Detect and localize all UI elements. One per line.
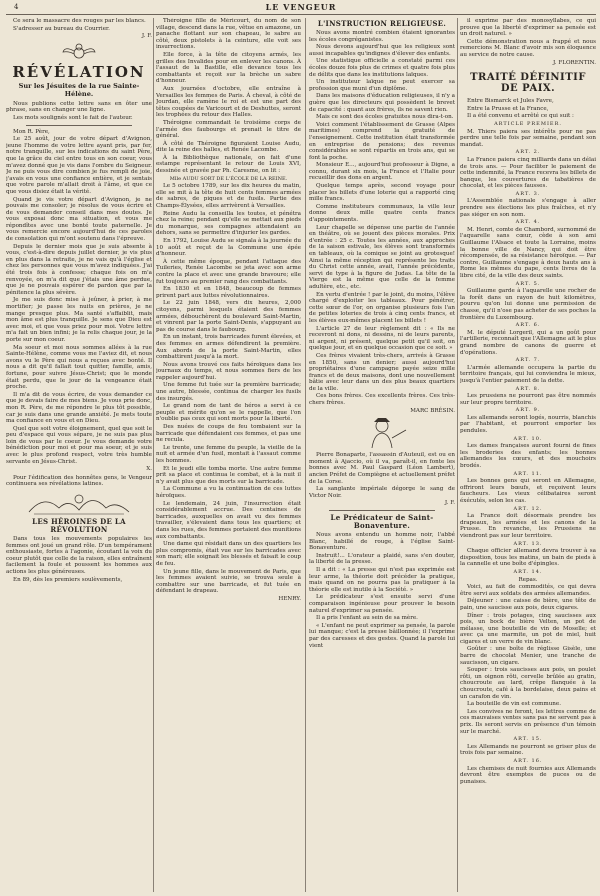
article-text: M. le député Lorgeril, qui a un goût pour l'artillerie, reconnaît que l'Allemagne ait le plus grand nombre de canons de guerre et d'opérations. xyxy=(460,329,596,356)
divider xyxy=(329,510,435,511)
article-label: ART. 7. xyxy=(515,357,541,364)
signature: J. F. xyxy=(141,33,152,40)
letter-paragraph: Le 25 août, jour de votre départ d'Avignon, jeune l'homme de votre lettre ayant pris, par fer, notre tranquille, sur les indications du saint Père, que la grâce du ciel entre tous en son coeur, vous m'avez donné que je vis dans l'ombre du Seigneur. Je ne puis vous dire combien je fus rempli de joie, j'avais en vous une confiance entière, et je sentais que votre parole m'allait droit à l'âme, et que ce que vous disiez était la vérité. xyxy=(6,136,152,195)
signature: MARC BRÉSIN. xyxy=(410,407,455,414)
article-label: ART. 6. xyxy=(515,322,541,329)
divider xyxy=(26,125,132,126)
paragraph: La bouteille de vin est commune. xyxy=(467,701,562,708)
subheadline: Sur les Jésuites de la rue Sainte-Hélène. xyxy=(18,81,140,98)
paragraph: À côté de Théroigne figuraient Louise Audu, dite la reine des halles, et Renée Lacombe. xyxy=(156,140,301,154)
section-title: Le Prédicateur de Saint-Bonaventure. xyxy=(330,513,434,530)
paragraph: Elle force, à la tête de citoyens armés, les grilles des Invalides pour en enlever les canons. À l'assaut de la Bastille, elle devance tous les combattants et reçoit sur la brèche un sabre d'honneur. xyxy=(156,51,301,85)
article-label: ART. 16. xyxy=(513,757,543,764)
paragraph: Entre la Prusse et la France, xyxy=(467,105,549,112)
salutation: Mon R. Père, xyxy=(13,128,50,135)
paragraph: Comme instituteurs communaux, la ville leur donne deux mille quatre cents francs d'appointements. xyxy=(309,203,455,224)
paragraph: Il a dit : « La presse qui n'est pas exprimée est leur arme, la théorie doit précéder la pratique, mais quand on ne pourra pas la pratiquer à la théorie elle est inutile à la Société. » xyxy=(309,566,455,593)
article-text: Les prussiens ne pourront pas être nommés sur leur propre territoire. xyxy=(460,393,596,406)
newspaper-page xyxy=(6,2,596,894)
letter-paragraph: Je me suis donc mise à jeûner, à prier, à me mortifier; je passe les nuits en prières, je ne mange presque plus. Ma santé s'affaiblit, mais mon âme est plus tranquille. Je sens que Dieu est avec moi, et que vous priez pour moi. Votre lettre m'a fait un bien infini; je la relis chaque jour, je la porte sur mon coeur. xyxy=(6,297,152,343)
article-label: ARTICLE PREMIER. xyxy=(494,120,562,127)
paragraph: La sanglante impériale dégorge le sang de Victor Noir. xyxy=(309,486,455,499)
paragraph: En 1792, Louise Audu se signala à la journée du 10 août et reçut de la Commune une épée d'honneur. xyxy=(156,238,301,258)
paragraph: Dans les maisons d'éducation religieuses, il n'y a guère que les directeurs qui possèdent le brevet de capacité : quant aux frères, ils ne savent rien. xyxy=(309,93,455,113)
article-label: ART. 15. xyxy=(513,736,543,743)
article-label: ART. 3. xyxy=(515,190,541,197)
paragraph: Goûter : une boîte de réglisse Gisèle, une barre de chocolat Menier, une tranche de saucisson, un cigare. xyxy=(460,646,596,666)
column-rule xyxy=(305,18,306,892)
paragraph: Un instituteur laïque ne peut exercer sa profession que muni d'un diplôme. xyxy=(309,79,455,92)
letter-paragraph: Depuis le dernier mois que je suis absente à vous, c'est-à-dire depuis juillet dernier, je vis plus en plus dans la retraite, je ne vais qu'à l'église et chez les personnes que vous m'avez indiquées. J'ai été trois fois à confesse; chaque fois on m'a renvoyée, on m'a dit que j'étais une âme perdue, que je ne pouvais espérer de pardon que par la pénitence la plus sévère. xyxy=(6,243,152,296)
letter-paragraph: Il m'a dit de vous écrire, de vous demander ce que je devais faire de mes biens. Je vous prie donc, mon R. Père, de me répondre le plus tôt possible, car je suis dans une grande anxiété. Je mets toute ma confiance en vous et en Dieu. xyxy=(6,391,152,425)
article-label: ART. 13. xyxy=(513,540,543,547)
paragraph: Dans tous les mouvements populaires les femmes ont joué un grand rôle. D'un tempérament enthousiaste, fortes à l'agonie, écoutant la voix du coeur plutôt que celle de la raison, elles entraînent facilement la foule et poussent les hommes aux actions les plus généreuses. xyxy=(6,536,152,575)
caption: Mlle AUDU SORT DE L'ÉCOLE DE LA REINE. xyxy=(169,175,288,182)
column-4 xyxy=(460,18,596,892)
paragraph: Nous publions cette lettre sans en ôter une phrase, sans en changer une ligne. xyxy=(6,100,152,114)
newspaper-title: LE VENGEUR xyxy=(265,2,337,12)
paragraph: Ces frères vivaient très-chers, arrivés à Grasse en 1850, sans un denier; aussi aujourd'hui propriétaires d'une campagne payée seize mille francs et de deux maisons, dont une nouvellement bâtie avec leur dans un des plus beaux quartiers de la ville. xyxy=(309,352,455,392)
article-label: ART. 8. xyxy=(515,385,541,392)
article-text: La France paiera cinq milliards dans un délai de trois ans. — Pour faciliter le paiement de cette indemnité, la France recevra les billets de banque, les couvertures de tabatières de chocolat, et les pièces fausses. xyxy=(460,156,596,190)
article-label: ART. 2. xyxy=(515,149,541,156)
headline: RÉVÉLATION xyxy=(12,62,146,81)
paragraph: En un instant, trois barricades furent élevées, et des femmes en armes défendirent la première. Aux abords de la porte Saint-Martin, elles combattirent jusqu'à la mort. xyxy=(156,334,301,361)
paragraph: Nous devons aujourd'hui que les religieux sont aussi incapables qu'indignes d'élever des enfants. xyxy=(309,44,455,57)
signature: X. xyxy=(146,466,152,473)
paragraph: Nous avons trouvé ces faits héroïques dans les journaux du temps, et nous sommes fiers de les rappeler aujourd'hui. xyxy=(156,361,301,381)
paragraph: Voici comment l'établissement de Grasse (Alpes maritimes) comprend la gratuité de l'enseignement. Cette institution était transformée en entreprise de pensions; des revenus considérables se sont répartis en trois ans, qui se font la poche. xyxy=(309,121,455,161)
paragraph: Théroigne fille de Méricourt, du nom de son village, descend dans la rue, vêtue en amazone, un panache flottant sur son chapeau, le sabre au côté, deux pistolets à la ceinture, elle voit ses insurrections. xyxy=(156,18,301,51)
paragraph: Des nuées de coups de feu tombaient sur la barricade que défendaient ces femmes, et pas une ne recula. xyxy=(156,424,301,444)
letter-paragraph: Quand je vis votre départ d'Avignon, je ne pouvais me consoler; je résolus de vous écrire et de vous demander conseil dans mes doutes. Je vous exposai donc ma situation, et vous me répondîtes avec une bonté toute paternelle. Je vous remercie encore aujourd'hui de ces paroles de consolation qui m'ont soutenu dans l'épreuve. xyxy=(6,196,152,243)
paragraph: Nous avons montré combien étaient ignorantes les écoles congréganistes. xyxy=(309,30,455,43)
article-text: Chaque officier allemand devra trouver à sa disposition, tous les matins, un bain de pieds à la cannelle et une boîte d'épingles. xyxy=(460,548,596,568)
paragraph: Reine Audu la conseilla les toutes, et pénétra chez la reine; pendant qu'elle se mettait aux pieds du monarque, ses compagnes attendaient au dehors, sans se permettre d'injurier les gardes. xyxy=(156,210,301,237)
article-label: ART. 9. xyxy=(515,407,541,414)
paragraph: Une statistique officielle a constaté parmi ces écoles douze fois plus de crimes et quatre fois plus de délits que dans les institutions laïques. xyxy=(309,58,455,78)
paragraph: Entre Bismarck et Jules Favre, xyxy=(467,98,554,105)
paragraph: Les Allemands ne pourront se griser plus de trois fois par semaine. xyxy=(460,743,596,757)
paragraph: il exprime par des monosyllabes, ce qui prouve que la liberté d'exprimer sa pensée est un droit naturel. » xyxy=(460,18,596,38)
paragraph: Nous avons entendu un homme noir, l'abbé Blanc, habillé de rouge, à l'église Saint-Bonaventure. xyxy=(309,532,455,552)
article-text: Les bonnes gens qui seront en Allemagne, offriront leurs bœufs, et reçoivent leurs faucheurs. Les vieux célibataires seront éxécutés, selon les cas. xyxy=(460,478,596,504)
paragraph: Voici, au fait de commodités, ce qui devra être servi aux soldats des armées allemandes. xyxy=(460,584,596,597)
paragraph: Ce sera le massacre des rouges par les blancs. xyxy=(13,18,146,24)
column-1 xyxy=(6,18,152,892)
paragraph: Et le jeudi elle tomba morte. Une autre femme prit sa place et continua le combat, et à la nuit il n'y avait plus que des morts sur la barricade. xyxy=(156,465,301,485)
paragraph: Leur chapelle se dépense une partie de l'année en théâtre, où se jouent des pièces morales. Prix d'entrée : 25 c. Toutes les années, aux approches de la saison estivale, les élèves sont transformés en tableaux, où la comique se joint au grotesque! Ainsi la même réception qui représente les traits du Christ cette année, avait, l'année précédente, servi de type à la figure de Judas. La tête de la Vierge est la même que celle de la femme adultère, etc., etc. xyxy=(309,224,455,290)
paragraph: « L'enfant ne peut exprimer sa pensée, la parole lui manque; c'est la presse bâillonnée; il l'exprime par des caresses et des gestes. Quand la parole lui vient xyxy=(309,622,455,649)
page-number: 4 xyxy=(14,3,19,11)
column-rule xyxy=(457,18,458,892)
cherub-illustration xyxy=(61,42,97,60)
paragraph: À la Bibliothèque nationale, on fait d'une estampe représentant le retour de Louis XVI, dessinée et gravée par Ph. Caresme, on lit : xyxy=(156,154,301,175)
heroines-illustration xyxy=(24,490,134,516)
article-text: Les dames françaises auront fourni de fines les broderies des enfants; les bonnes allemandes les cœurs, et des mouchoirs brodés. xyxy=(460,443,596,470)
column-rule xyxy=(153,18,154,892)
paragraph: L'article 27 de leur règlement dit : « Ils ne recevront ni dons, ni dessins, ni de leurs parents, ni argent, ni présent, quelque petit qu'il soit, on quelque jour, et en quelque occasion que ce soit. » xyxy=(309,325,455,352)
paragraph: Il a pris l'enfant au sein de sa mère. xyxy=(316,615,418,622)
article-text: M. Thiers paiera ses intérêts pour ne pas perdre une telle fois par semaine, pendant son mandat. xyxy=(460,128,596,148)
paragraph: À cette même époque, pendant l'attaque des Tuileries, Renée Lacombe se jeta avec son arme contre la place et avec une grande bravoure; elle fut toujours au premier rang des combattants. xyxy=(156,258,301,285)
editorial-note: Pour l'édification des honnêtes gens, le Vengeur continuera ses révélations latines. xyxy=(6,474,152,488)
paragraph: Mais ce sont des écoles gratuites nous dira-t-on. xyxy=(316,114,454,121)
paragraph: S'adresser au bureau du Courrier. xyxy=(13,25,110,32)
signature: HENRY. xyxy=(278,595,301,602)
paragraph: Le trente, une femme du peuple, la vieille de la nuit et armée d'un fusil, montait à l'assaut comme les hommes. xyxy=(156,444,301,464)
paragraph: Le prédicateur s'est ensuite servi d'une comparaison ingénieuse pour prouver le besoin naturel d'exprimer sa pensée. xyxy=(309,594,455,614)
section-title: TRAITÉ DÉFINITIF DE PAIX. xyxy=(470,72,586,95)
paragraph: Dîner : trois potages, cinq saucisses aux pois, un bock de bière Velten, un pot de mélasse, une bouteille de vin de Moselle; et avec ça une marmite, un pot de miel, huit cigares et un verre de vin blanc. xyxy=(460,612,596,645)
section-title: L'INSTRUCTION RELIGIEUSE. xyxy=(317,19,447,28)
paragraph: Les convives ne feront, les lettres comme de ces mauvaises ventes sans pas ne servent pas à prix. Ils seront servis en présence d'un témoin sur le marché. xyxy=(460,708,596,735)
paragraph: Souper : trois saucisses aux pois, un poulet rôti, un oignon rôti, cervelle brûlée au gratin, choucroute au lard, crêpe flanquée à la choucroute, café à la bordelaise, deux pains et un carafon de vin. xyxy=(460,667,596,700)
paragraph: Un jeune fille, dans le mouvement de Paris, que les femmes avaient suivie, se trouva seule à combattre sur une barricade, et fut tuée en défendant le drapeau. xyxy=(156,568,301,595)
paragraph: Il a été convenu et arrêté ce qui suit : xyxy=(467,113,574,120)
paragraph: Ces bons frères. Ces excellents frères. Ces très-chers frères. xyxy=(309,393,455,407)
article-text: Les chemises de nuit fournies aux Allemands devront être exemptes de puces ou de punaises. xyxy=(460,765,596,785)
paragraph: Le lendemain, 24 juin, l'insurrection était considérablement accrue. Des centaines de barricades, auxquelles on avait vu des femmes travailler, s'élevaient dans tous les quartiers; et dans les rues, des femmes portaient des munitions aux combattants. xyxy=(156,500,301,540)
article-text: L'armée allemande occupera la partie du territoire français, qui lui conviendra le mieux, jusqu'à l'entier paiement de la dette. xyxy=(460,364,596,384)
article-label: ART. 11. xyxy=(513,470,543,477)
paragraph: Cette démonstration nous a frappé et nous remercions M. Blanc d'avoir mis son éloquence au service de notre cause. xyxy=(460,38,596,58)
column-2 xyxy=(156,18,301,892)
paragraph: En vertu d'entrée ! par le joint, du moins, l'élève chargé d'exploiter les tableaux. Pour pénétrer, cette sœur de l'or, on organise plusieurs fois l'an de petites loteries de trois à cinq cents francs, et les élèves eux-mêmes placent les billets ! xyxy=(309,291,455,324)
letter-paragraph: Quel que soit votre éloignement, quel que soit le peu d'espace qui vous sépare, je ne suis pas plus loin de vous par le coeur. Je vous demande votre bénédiction pour moi et pour ma soeur, et je suis avec le plus profond respect, votre très humble servante en Jésus-Christ. xyxy=(6,425,152,465)
article-text: La France doit désormais prendre les drapeaux, les armées et les canons de la Prusse. En revanche, les Prussiens ne viendront pas sur leur territoire. xyxy=(460,513,596,539)
paragraph: Déjeuner : une caisse de bière, une tête de pain, une saucisse aux pois, deux cigares. xyxy=(460,598,596,611)
article-text: Les allemands seront logés, nourris, blanchis par l'habitant, et pourront emporter les pendules. xyxy=(460,414,596,435)
paragraph: Les mots soulignés sont le fait de l'auteur. xyxy=(13,114,133,121)
paragraph: En 1830 et en 1848, beaucoup de femmes prirent part aux luttes révolutionnaires. xyxy=(156,286,301,299)
paragraph: Le 5 octobre 1789, sur les dix heures du matin, elle se mit à la tête de huit cents femmes armées de sabres, de piques et de fusils. Partie des Champs-Élysées, elles arrivèrent à Versailles. xyxy=(156,183,301,210)
paragraph: Aux journées d'octobre, elle entraîne à Versailles les femmes de Paris. À cheval, à côté de Jourdan, elle ramène le roi et est une part des têtes coupées de Varicourt et de Deshuttes, seront les trophées du retour des Halles. xyxy=(156,85,301,119)
paragraph: La Commune a vu la continuation de ces luttes héroïques. xyxy=(156,486,301,499)
paragraph: Le 22 juin 1848, vers dix heures, 2,000 citoyens, parmi lesquels étaient des femmes armées, débouchèrent du boulevard Saint-Martin, et vinrent par la porte Saint-Denis, s'appuyant au pas de course dans le faubourg. xyxy=(156,300,301,333)
paragraph: Quelque temps après, second voyage pour placer les billets d'une loterie qui a rapporté cinq mille francs. xyxy=(309,183,455,203)
article-text: Guillaume garde à l'aquarelle une rocher de la forêt dans un rayon de huit kilomètres, pourvu qu'on lui donne une permission de chasse, qu'il n'ose pas acheter de ses poches la frontière du Luxembourg. xyxy=(460,288,596,321)
letter-paragraph: Ma soeur et moi nous sommes allées à la rue Sainte-Hélène, comme vous me l'aviez dit, et nous avons vu le Père qui nous a reçues avec bonté. Il nous a dit qu'il fallait tout quitter, famille, amis, fortune, pour suivre Jésus-Christ; que le monde était perdu, que le jour de la vengeance était proche. xyxy=(6,344,152,391)
running-head xyxy=(6,2,596,15)
article-text: Repas. xyxy=(518,576,538,583)
paragraph: Monsieur E..., aujourd'hui professeur à Digne, a connu, durant six mois, la France et l'Italie pour recueillir des dons en argent. xyxy=(309,162,455,182)
signature: J. F. xyxy=(444,500,455,507)
paragraph: En 89, dès les premiers soulèvements, xyxy=(13,576,123,583)
article-label: ART. 10. xyxy=(513,435,543,442)
article-label: ART. 12. xyxy=(513,505,543,512)
article-text: M. Henri, comte de Chambord, surnommé de l'aquarelle sans cœur, cède à son ami Guillaume l'Alsace et toute la Lorraine, moins la bonne ville de Nancy, qui doit être récompensée, de sa résistance héroïque. — Par contre, Guillaume s'engage à deux hauts ans à Rome les mêmes du pape, cents livres de la libre cité, de la ville des deux saints. xyxy=(460,226,596,279)
section-title: LES HÉROINES DE LA RÉVOLUTION xyxy=(32,517,126,535)
article-label: ART. 5. xyxy=(515,280,541,287)
article-label: ART. 14. xyxy=(513,568,543,575)
paragraph: Une femme fut tuée sur la première barricade; une autre, blessée, continua de charger les fusils des insurgés. xyxy=(156,382,301,402)
paragraph: Instruit!... L'orateur a plaidé, sans s'en douter, la liberté de la presse. xyxy=(309,552,455,566)
paragraph: Le grand nom de tant de héros a servi à ce peuple et mérite qu'on se le rappelle, que l'on n'oublie pas ceux qui sont morts pour la liberté. xyxy=(156,403,301,423)
paragraph: Une dame qui résidait dans un des quartiers les plus compromis, était vue sur les barricades avec son mari; elle soignait les blessés et faisait le coup de feu. xyxy=(156,541,301,567)
paragraph: Théroigne commandait le troisième corps de l'armée des faubourgs et prenait le titre de général. xyxy=(156,119,301,140)
article-label: ART. 4. xyxy=(515,219,541,226)
bonaparte-caricature-illustration xyxy=(352,416,412,450)
column-3 xyxy=(309,18,455,892)
signature: J. FLORENTIN. xyxy=(553,59,596,66)
article-text: L'Assemblée nationale s'engage à aller prendre ses élections les plus fraîches, et n'y pas siéger en son nom. xyxy=(460,198,596,218)
paragraph: Pierre Bonaparte, l'assassin d'Auteuil, est ou en moment à Ajaccio, où il va, paraît-il, en fonte les bonnes avec M. Paul Gaspard (Léon Lambert), ancien Préfet de Compiègne et actuellement préfet de la Corse. xyxy=(309,452,455,485)
